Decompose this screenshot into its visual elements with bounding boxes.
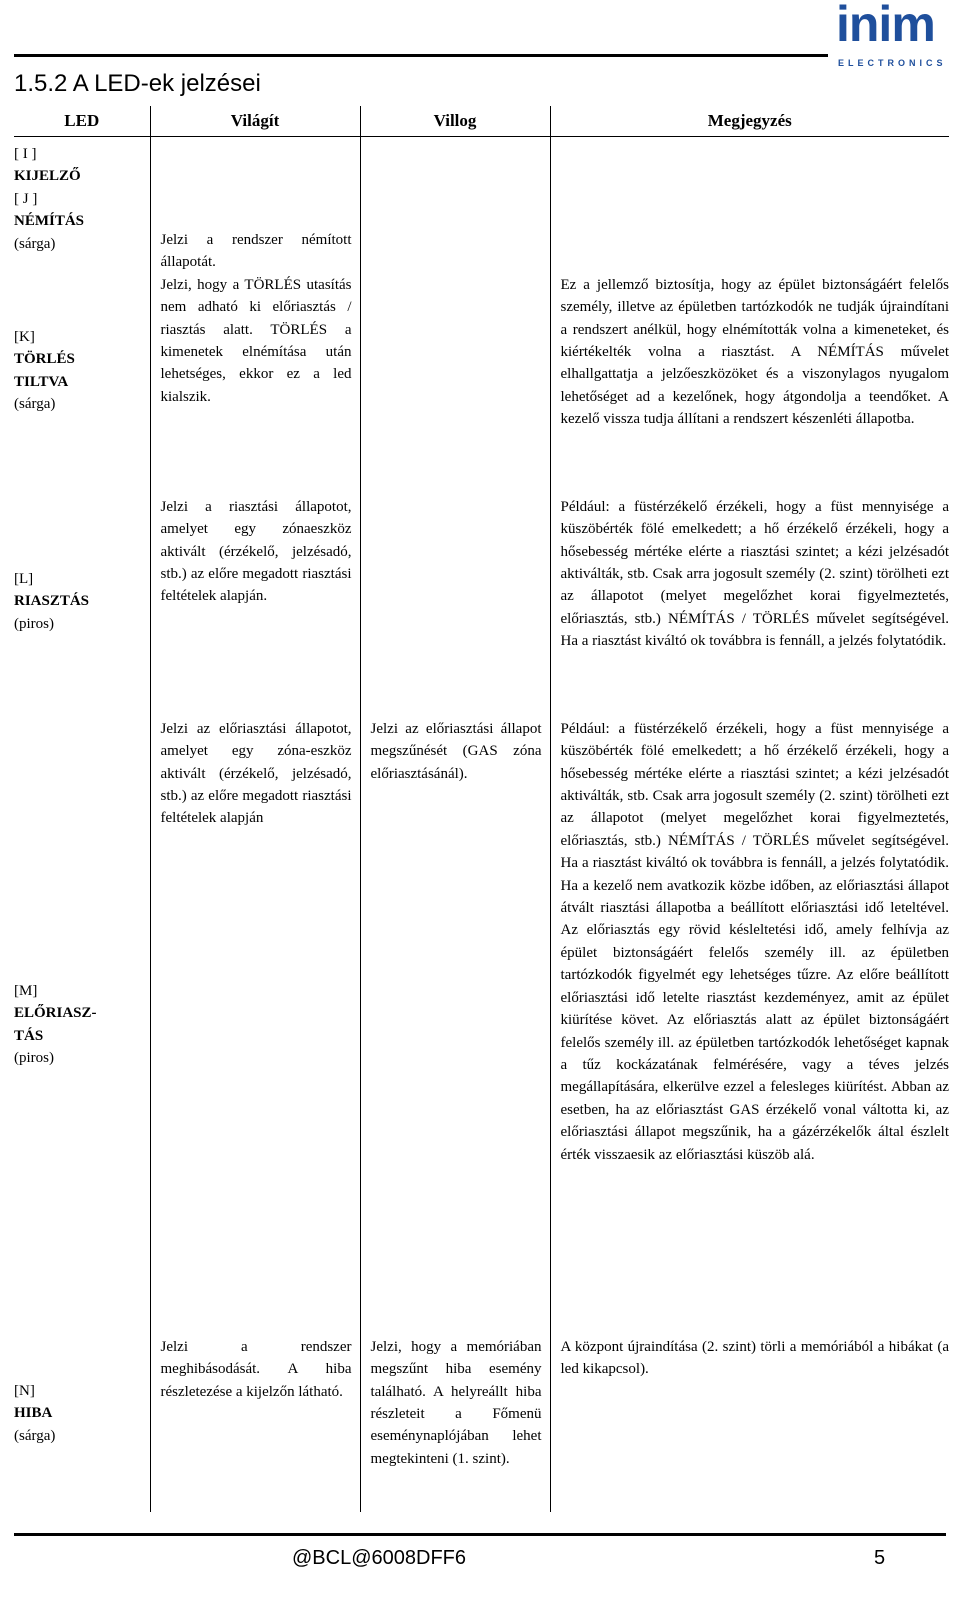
led-cell	[14, 718, 150, 1336]
header-rule	[14, 54, 828, 57]
led-code: [K]	[14, 328, 35, 345]
logo-subtitle: ELECTRONICS	[838, 58, 947, 68]
villog-cell	[360, 496, 550, 718]
led-code: [N]	[14, 1382, 35, 1399]
led-code: [ J ]	[14, 190, 38, 207]
led-name: TÁS	[14, 1027, 44, 1044]
megjegyzes-cell: Ez a jellemző biztosítja, hogy az épület biztonságáért felelős személy, illetve az épületben tartózkodók ne tudják újraindítani a rendszert anélkül, hogy elnémították volna a kimeneteket, és kiértékelték volna a riasztást. A NÉMÍTÁS művelet elhallgattatja a jelzőeszközöket és a viszonylagos nyugalom lehetőséget ad a kezelőnek, hogy átgondolja a teendőket. A kezelő vissza tudja állítani a rendszert készenléti állapotba.	[550, 274, 949, 496]
led-color: (piros)	[14, 615, 54, 632]
led-name: HIBA	[14, 1405, 53, 1422]
led-name: ELŐRIASZ-	[14, 1005, 97, 1022]
led-color: (sárga)	[14, 396, 56, 413]
led-table	[14, 106, 949, 1512]
led-color: (sárga)	[14, 235, 56, 252]
vilagit-text: Jelzi a rendszer némított állapotát.	[160, 232, 352, 271]
table-row	[14, 1336, 949, 1512]
megjegyzes-cell: Például: a füstérzékelő érzékeli, hogy a füst mennyisége a küszöbérték fölé emelkedett; a hő érzékelő érzékeli, hogy a hősebesség mértéke elérte a riasztási szintet; a kézi jelzésadót aktiválták, stb. Csak arra jogosult személy (2. szint) törölheti ezt az állapotot (melyet megelőzhet korai figyelmeztetés, előriasztás, stb.) NÉMÍTÁS / TÖRLÉS művelet segítségével. Ha a riasztást kiváltó ok továbbra is fennáll, a jelzés folytatódik.	[550, 496, 949, 718]
table-row	[14, 718, 949, 1336]
led-code: [ I ]	[14, 146, 37, 162]
villog-cell: Jelzi, hogy a memóriában megszűnt hiba esemény található. A helyreállt hiba részleteit a Főmenü eseménynaplójában lehet megtekinteni (1. szint).	[360, 1336, 550, 1512]
brand-logo	[836, 2, 952, 72]
col-header-vilagit: Világít	[150, 106, 360, 137]
led-code: [L]	[14, 570, 34, 587]
led-cell	[14, 274, 150, 496]
led-name: NÉMÍTÁS	[14, 213, 85, 230]
megjegyzes-cell	[550, 137, 949, 274]
section-title: 1.5.2 A LED-ek jelzései	[14, 70, 261, 97]
led-color: (sárga)	[14, 1427, 56, 1444]
vilagit-cell: Jelzi a rendszer meghibásodását. A hiba részletezése a kijelzőn látható.	[150, 1336, 360, 1512]
table-row	[14, 137, 949, 274]
led-code: [M]	[14, 982, 38, 999]
villog-cell	[360, 137, 550, 274]
col-header-villog: Villog	[360, 106, 550, 137]
vilagit-cell: Jelzi, hogy a TÖRLÉS utasítás nem adható ki előriasztás / riasztás alatt. TÖRLÉS a kimenetek elnémítása után lehetséges, ekkor ez a led kialszik.	[150, 274, 360, 496]
led-name: TILTVA	[14, 373, 69, 390]
table-header-row	[14, 106, 949, 137]
col-header-led: LED	[14, 106, 150, 137]
footer-document-code: @BCL@6008DFF6	[292, 1547, 467, 1569]
table-row	[14, 496, 949, 718]
megjegyzes-cell: Például: a füstérzékelő érzékeli, hogy a füst mennyisége a küszöbérték fölé emelkedett; a hő érzékelő érzékeli, hogy a hősebesség mértéke elérte a riasztási szintet; a kézi jelzésadót aktiválták, stb. Csak arra jogosult személy (2. szint) törölheti ezt az állapotot (melyet megelőzhet korai figyelmeztetés, előriasztás, stb.) NÉMÍTÁS / TÖRLÉS művelet segítségével. Ha a riasztást kiváltó ok továbbra is fennáll, a jelzés folytatódik. Ha a kezelő nem avatkozik közbe időben, az előriasztási állapot átvált riasztási állapotba a beállított előriasztási idő leteltével. Az előriasztás egy rövid késleltetési idő, amely felhívja az épület biztonságáért felelős személy ill. az épületben tartózkodók figyelmét egy lehetséges tűzre. Az előre beállított előriasztási idő letelte riasztást kezdeményez, amit az épület kiürítése követ. Az előriasztás alatt az épület biztonságáért felelős személy ill. az épületben tartózkodók lehetőséget kapnak a tűz kockázatának felmérésére, vagy a téves jelzés megállapítására, elkerülve ezzel a felesleges kiürítést. Abban az esetben, ha az előriasztást GAS érzékelő vonal váltotta ki, az előriasztási állapot megszűnik, ha a gázérzékelők által észlelt érték visszaesik az előriasztási küszöb alá.	[550, 718, 949, 1336]
villog-cell	[360, 274, 550, 496]
col-header-megjegyzes: Megjegyzés	[550, 106, 949, 137]
vilagit-cell: Jelzi a riasztási állapotot, amelyet egy zónaeszköz aktivált (érzékelő, jelzésadó, stb.) az előre megadott riasztási feltételek alapján.	[150, 496, 360, 718]
led-cell	[14, 137, 150, 274]
vilagit-cell: Jelzi az előriasztási állapotot, amelyet egy zóna-eszköz aktivált (érzékelő, jelzésadó, stb.) az előre megadott riasztási feltételek alapján	[150, 718, 360, 1336]
led-name: RIASZTÁS	[14, 593, 90, 610]
logo-wordmark: inim	[836, 0, 935, 52]
led-cell	[14, 496, 150, 718]
megjegyzes-cell: A központ újraindítása (2. szint) törli a memóriából a hibákat (a led kikapcsol).	[550, 1336, 949, 1512]
villog-cell: Jelzi az előriasztási állapot megszűnését (GAS zóna előriasztásánál).	[360, 718, 550, 1336]
table-row	[14, 274, 949, 496]
footer-rule	[14, 1533, 946, 1536]
led-color: (piros)	[14, 1050, 54, 1067]
page-number: 5	[874, 1547, 886, 1569]
vilagit-cell	[150, 137, 360, 274]
led-name: TÖRLÉS	[14, 351, 75, 368]
led-name: KIJELZŐ	[14, 168, 81, 185]
led-cell	[14, 1336, 150, 1512]
